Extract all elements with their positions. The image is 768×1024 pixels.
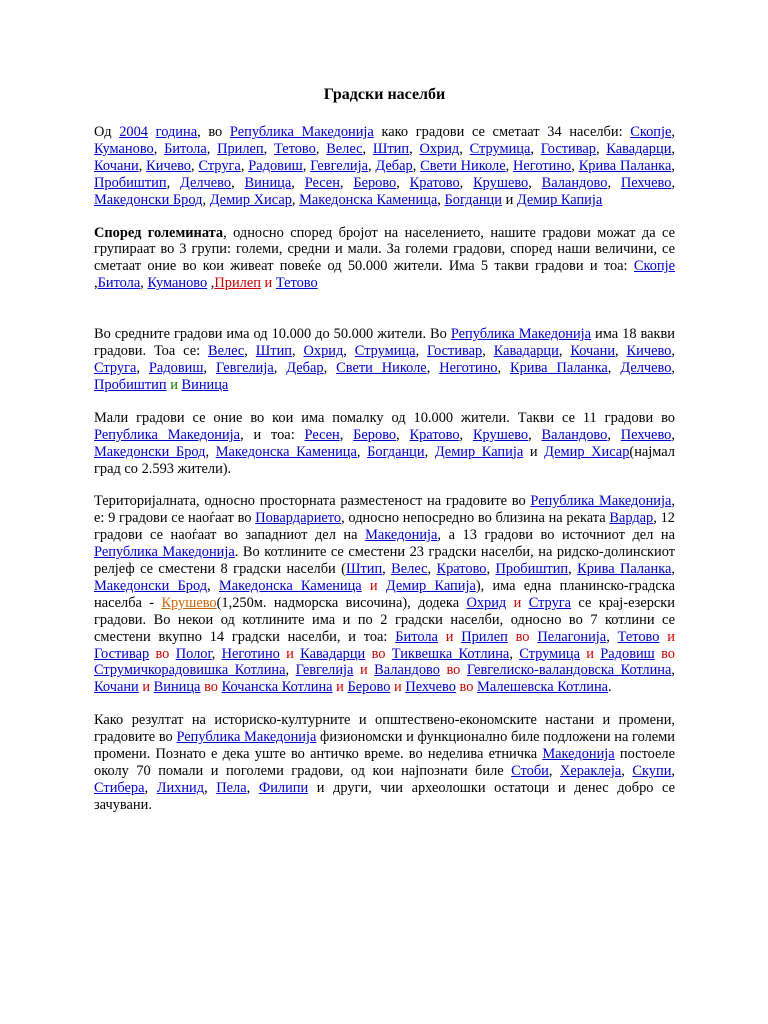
link-city[interactable]: Велес (207, 343, 245, 360)
link-city[interactable]: Прилеп (461, 628, 508, 645)
link-city[interactable]: Штип (372, 140, 410, 157)
conjunction: и (336, 679, 344, 696)
link-city[interactable]: Виница (153, 679, 201, 696)
link-city[interactable]: Охрид (303, 343, 344, 360)
link-city[interactable]: Берово (353, 174, 397, 191)
link-republic[interactable]: Република Македонија (530, 493, 672, 510)
link-city[interactable]: Неготино (439, 359, 498, 376)
link-ancient-city[interactable]: Хераклеја (559, 763, 622, 779)
link-city[interactable]: Демир Капија (434, 443, 524, 460)
link-city[interactable]: Кавадарци (493, 343, 559, 360)
conjunction: и (359, 662, 368, 679)
paragraph-intro (94, 124, 675, 209)
conjunction: и (445, 628, 454, 645)
link-city[interactable]: Радовиш (600, 645, 655, 662)
link-city[interactable]: Кавадарци (300, 645, 366, 662)
link-republic[interactable]: Република Македонија (94, 544, 235, 561)
preposition: во (155, 645, 170, 662)
link-city[interactable]: Тетово (274, 140, 316, 157)
text: и други, чии археолошки остатоци и денес добро се зачувани. (94, 779, 675, 813)
text: . (608, 679, 612, 696)
conjunction: и (667, 628, 675, 645)
link-city[interactable]: Кратово (409, 426, 460, 443)
link-city[interactable]: Македонска Каменица (218, 577, 362, 594)
text: (најмал град со 2.593 жители). (94, 443, 675, 477)
link-city[interactable]: Крива Паланка (510, 359, 608, 376)
text: Територијалната, односно просторната разместеност на градовите во (94, 493, 531, 510)
conjunction: и (529, 443, 538, 460)
link-city[interactable]: Тетово (617, 628, 660, 645)
link-city[interactable]: Македонска Каменица (299, 191, 438, 208)
link-ancient-city[interactable]: Пела (216, 779, 247, 796)
text: физиономски и функционално биле подложени на големи промени. Познато е дека уште во античко време. во неделива етничка (94, 729, 675, 763)
preposition: во (459, 679, 474, 696)
link-region[interactable]: Кочанска Котлина (221, 679, 333, 696)
link-city[interactable]: Пехчево (620, 426, 672, 443)
preposition: во (371, 645, 386, 662)
link-city[interactable]: Пехчево (405, 679, 456, 696)
paragraph-medium (94, 326, 675, 394)
link-city[interactable]: Струга (528, 594, 572, 611)
link-city[interactable]: Крушево (161, 594, 217, 611)
paragraph-territorial: Територијалната, односно просторната разместеност на градовите во Република Македонија, е: 9 градови се наоѓаат во Повардариeто, односно непосредно во близина на реката Вардар, 12 градови се наоѓаат во западниот дел на Македонија, а 13 градови во источниот дел на Република Македонија. Во котлините се сместени 23 градски населби, на ридско-долинскиот релјеф се сместени 8 градски населби (Штип, Велес, Кратово, Пробиштип, Крива Паланка, Македонски Брод, Македонска Каменица и Демир Капија), има една планинско-градска населба - Крушево(1,250м. надморска височина), додека Охрид и Струга се крај-езерски градови. Во некои од котлините има и по 2 градски населби, односно во 7 котлини се сместени вкупно 14 градски населби, и тоа: Битола и Прилеп во Пелагонија, Тетово и Гостивар во Полог, Неготино и Кавадарци во Тиквешка Котлина, Струмица и Радовиш во Струмичкорадовишка Котлина, Гевгелија и Валандово во Гевгелиско-валандовска Котлина, Кочани и Виница во Кочанска Котлина и Берово и Пехчево во Малешевска Котлина. (94, 493, 676, 696)
text: , е: 9 градови се наоѓаат во (94, 493, 675, 527)
link-city[interactable]: Охрид (419, 140, 460, 157)
link-city[interactable]: Гевгелија (215, 359, 274, 376)
link-city[interactable]: Куманово (94, 140, 154, 157)
link-city[interactable]: Струга (94, 359, 137, 376)
link-region[interactable]: Повардариeто (255, 510, 342, 527)
link-city[interactable]: Крушево (472, 426, 529, 443)
bold-heading: Според големината (94, 224, 224, 241)
text: и (505, 191, 517, 208)
link-republic[interactable]: Република Македонија (94, 426, 241, 443)
text: , и тоа: (240, 426, 305, 443)
link-city[interactable]: Демир Хисар (544, 443, 630, 460)
link-city[interactable]: Прилеп (217, 140, 264, 157)
link-city[interactable]: Битола (164, 140, 207, 157)
link-ancient-city[interactable]: Скупи (632, 763, 672, 779)
link-city[interactable]: Струга (198, 157, 241, 174)
link-city[interactable]: Штип (345, 561, 383, 578)
conjunction: и (142, 679, 151, 696)
link-city[interactable]: Македонски Брод (94, 443, 206, 460)
link-city[interactable]: Богданци (444, 191, 502, 208)
link-city[interactable]: Кичево (626, 343, 672, 360)
link-city[interactable]: Кратово (409, 174, 460, 191)
link-city[interactable]: Пробиштип (94, 174, 167, 191)
link-city[interactable]: Берово (347, 679, 391, 696)
link-city[interactable]: Пробиштип (495, 561, 569, 578)
link-city[interactable]: Свети Николе (336, 359, 427, 376)
conjunction: и (286, 645, 294, 662)
link-city[interactable]: Крушево (473, 174, 529, 191)
link-city[interactable]: Демир Капија (516, 191, 603, 208)
conjunction: и (170, 376, 178, 393)
text: има 18 вакви градови. Тоа се: (94, 326, 675, 360)
link-city[interactable]: Битола (97, 275, 141, 292)
link-river[interactable]: Вардар (609, 510, 654, 527)
link-year[interactable]: 2004 (119, 124, 148, 140)
link-city[interactable]: Штип (255, 343, 292, 360)
link-city[interactable]: Дебар (286, 359, 324, 376)
link-city[interactable]: Пробиштип (94, 376, 167, 393)
link-city[interactable]: Радовиш (148, 359, 204, 376)
text: , односно непосредно во близина на реката (341, 510, 610, 527)
text: , односно според бројот на населението, нашите градови можат да се групираат во 3 групи: големи, средни и мали. За големи градови, според наши величини, се сметаат оние во кои живеат повеќе од 50.000 жители. Има 5 такви градови и тоа: (94, 224, 675, 275)
link-city[interactable]: Пехчево (620, 174, 672, 191)
link-macedonia[interactable]: Македонија (365, 527, 438, 544)
link-city[interactable]: Демир Хисар (209, 191, 292, 208)
city-list: Велес, Штип, Охрид, Струмица, Гостивар, Кавадарци, Кочани, Кичево, Струга, Радовиш, Гевгелија, Дебар, Свети Николе, Неготино, Крива Паланка, Делчево, Пробиштип (94, 343, 676, 393)
paragraph-history: Како резултат на историско-културните и општествено-економските настани и промени, градовите во Република Македонија физиономски и функционално биле подложени на големи промени. Познато е дека уште во античко време. во неделива етничка Македонија постоеле околу 70 помали и поголеми градови, од кои најпознати биле Стоби, Хераклеја, Скупи, Стибера, Лихнид, Пела, Филипи и други, чии археолошки остатоци и денес добро се зачувани. (94, 712, 675, 813)
link-city[interactable]: Крива Паланка (577, 561, 672, 578)
link-city[interactable]: Битола (395, 628, 438, 645)
link-city[interactable]: Валандово (541, 426, 608, 443)
text: , во (197, 124, 230, 140)
preposition: во (515, 628, 530, 645)
link-ancient-city[interactable]: Лихнид (156, 779, 205, 796)
conjunction: и (394, 679, 402, 696)
link-godina[interactable]: година (155, 124, 198, 140)
link-city[interactable]: Виница (181, 376, 229, 393)
link-city[interactable]: Гостивар (94, 645, 150, 662)
link-city[interactable]: Виница (244, 174, 292, 191)
link-region[interactable]: Полог (175, 645, 212, 662)
link-region[interactable]: Гевгелиско-валандовска Котлина (466, 662, 672, 679)
link-city[interactable]: Кавадарци (606, 140, 672, 157)
link-region[interactable]: Пелагонија (537, 628, 607, 645)
link-city[interactable]: Делчево (180, 174, 232, 191)
paragraph-small (94, 410, 675, 478)
link-city[interactable]: Кочани (570, 343, 616, 360)
link-city[interactable]: Кочани (94, 157, 139, 174)
link-city[interactable]: Македонска Каменица (215, 443, 357, 460)
link-city[interactable]: Кратово (436, 561, 487, 578)
link-ancient-city[interactable]: Стибера (94, 779, 145, 796)
link-republic[interactable]: Република Македонија (176, 729, 317, 746)
link-city[interactable]: Велес (326, 140, 363, 157)
link-ancient-city[interactable]: Филипи (258, 779, 309, 796)
text: . Во котлините се сместени 23 градски населби, на ридско-долинскиот релјеф се сместени 8 градски населби ( (94, 544, 675, 578)
link-city[interactable]: Неготино (513, 157, 572, 174)
text: Мали градови се оние во кои има помалку од 10.000 жители. Такви се 11 градови во (94, 409, 675, 426)
text: , 12 градови се наоѓаат во западниот дел на (94, 510, 675, 544)
link-city[interactable]: Крива Паланка (578, 157, 672, 174)
link-city[interactable]: Прилеп (214, 275, 261, 292)
link-city[interactable]: Охрид (466, 594, 507, 611)
preposition: во (446, 662, 461, 679)
link-ancient-city[interactable]: Стоби (511, 763, 549, 779)
link-city[interactable]: Валандово (374, 662, 440, 679)
link-city[interactable]: Струмица (469, 140, 531, 157)
link-city[interactable]: Гевгелија (295, 662, 354, 679)
text: се крај-езерски градови. Во некои од котлините има и по 2 градски населби, односно во 7 котлини се сместени вкупно 14 градски населби, и тоа: (94, 594, 675, 645)
link-city[interactable]: Радовиш (248, 157, 303, 174)
paragraph-size: Според големината, односно според бројот на населението, нашите градови можат да се групираат во 3 групи: големи, средни и мали. За големи градови, според наши величини, се сметаат оние во кои живеат повеќе од 50.000 жители. Има 5 такви градови и тоа: Скопје ,Битола, Куманово ,Прилеп и Тетово (94, 224, 675, 292)
city-list: Ресен, Берово, Кратово, Крушево, Валандово, Пехчево, Македонски Брод, Македонска Каменица, Богданци, Демир Капија (94, 426, 675, 460)
preposition: во (661, 645, 675, 662)
page-title: Градски населби (323, 86, 446, 103)
link-city[interactable]: Тетово (275, 275, 318, 292)
link-city[interactable]: Ресен (304, 426, 340, 443)
conjunction: и (369, 577, 378, 594)
conjunction: и (586, 645, 594, 662)
text: како градови се сметаат 34 населби: (373, 124, 631, 140)
link-city[interactable]: Кичево (146, 157, 191, 174)
link-city[interactable]: Свети Николе (420, 157, 506, 174)
link-city[interactable]: Скопје (633, 258, 675, 275)
link-region[interactable]: Тиквешка Котлина (391, 645, 510, 662)
preposition: во (204, 679, 218, 696)
link-city[interactable]: Гостивар (427, 343, 483, 360)
link-city[interactable]: Демир Капија (385, 577, 476, 594)
link-city[interactable]: Гевгелија (310, 157, 368, 174)
link-city[interactable]: Валандово (541, 174, 608, 191)
link-city[interactable]: Куманово (147, 275, 208, 292)
link-republic[interactable]: Република Македонија (229, 124, 374, 140)
text: Од (94, 124, 120, 140)
link-city[interactable]: Неготино (221, 645, 280, 662)
link-city[interactable]: Ресен (304, 174, 340, 191)
link-city[interactable]: Гостивар (540, 140, 596, 157)
text: постоеле околу 70 помали и поголеми градови, од кои најпознати биле (94, 746, 675, 779)
link-city[interactable]: Велес (391, 561, 428, 578)
link-city[interactable]: Македонски Брод (94, 577, 208, 594)
link-macedonia[interactable]: Македонија (542, 746, 615, 763)
text: ), има една планинско-градска населба - (94, 577, 675, 611)
link-city[interactable]: Кочани (94, 679, 139, 696)
link-city[interactable]: Струмица (519, 645, 580, 662)
link-city[interactable]: Берово (353, 426, 397, 443)
text: Во средните градови има од 10.000 до 50.000 жители. Во (94, 326, 451, 343)
text: Како резултат на историско-културните и општествено-економските настани и промени, градовите во (94, 712, 675, 746)
link-city[interactable]: Македонски Брод (94, 191, 203, 208)
city-list: Скопје, Куманово, Битола, Прилеп, Тетово, Велес, Штип, Охрид, Струмица, Гостивар, Кавадарци, Кочани, Кичево, Струга, Радовиш, Гевгелија, Дебар, Свети Николе, Неготино, Крива Паланка, Пробиштип, Делчево, Виница, Ресен, Берово, Кратово, Крушево, Валандово, Пехчево, Македонски Брод, Демир Хисар, Македонска Каменица, Богданци (94, 124, 676, 208)
link-city[interactable]: Скопје (630, 124, 672, 140)
text (148, 124, 156, 140)
link-city[interactable]: Делчево (620, 359, 672, 376)
link-city[interactable]: Струмица (354, 343, 416, 360)
conjunction: и (513, 594, 522, 611)
link-region[interactable]: Струмичкорадовишка Котлина (94, 662, 286, 679)
link-region[interactable]: Малешевска Котлина (477, 679, 609, 696)
link-republic[interactable]: Република Македонија (450, 326, 592, 343)
link-city[interactable]: Дебар (375, 157, 413, 174)
text: (1,250м. надморска височина), додека (216, 594, 467, 611)
link-city[interactable]: Богданци (367, 443, 425, 460)
conjunction: и (264, 275, 273, 292)
text: , а 13 градови во источниот дел на (437, 527, 676, 544)
